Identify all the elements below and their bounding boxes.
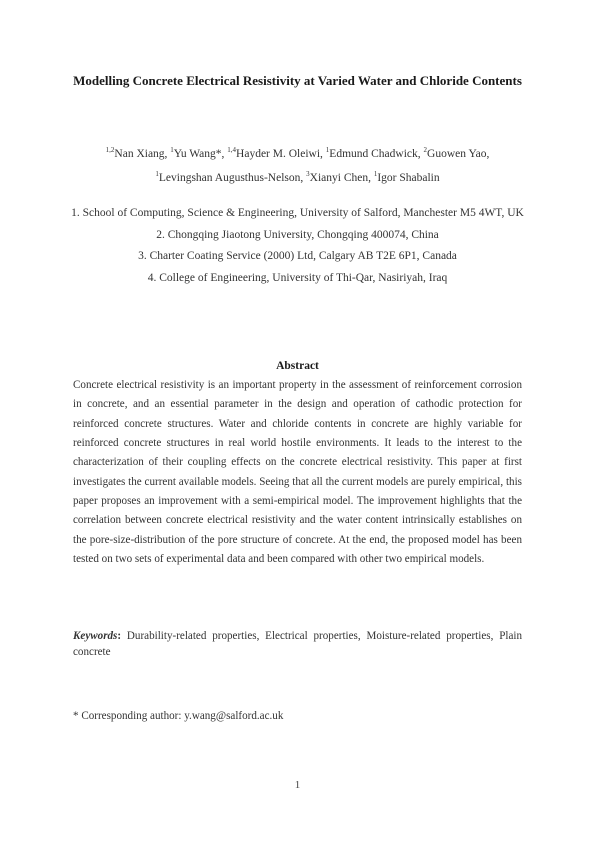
author-list <box>60 140 535 188</box>
affiliation-item: 2. Chongqing Jiaotong University, Chongqing 400074, China <box>156 228 439 241</box>
author-line-2 <box>60 164 535 188</box>
author-name: Hayder M. Oleiwi <box>236 148 321 160</box>
author-name: Igor Shabalin <box>377 172 440 184</box>
author-sep: , <box>300 172 307 184</box>
affiliation-item: 4. College of Engineering, University of Thi-Qar, Nasiriyah, Iraq <box>147 271 448 284</box>
author-sep: , <box>417 148 424 160</box>
author-affil-sup: 3 <box>306 170 310 178</box>
author-affil-sup: 1 <box>170 146 174 154</box>
author-item <box>170 148 227 160</box>
author-name: Xianyi Chen <box>309 172 369 184</box>
author-affil-sup: 2 <box>423 146 428 154</box>
affiliation-item: 3. Charter Coating Service (2000) Ltd, Calgary AB T2E 6P1, Canada <box>138 250 457 262</box>
author-item <box>227 148 326 160</box>
author-item <box>306 172 374 184</box>
affiliation-item: 1. School of Computing, Science & Engineering, University of Salford, Manchester M5 4WT, UK <box>71 207 524 219</box>
author-sep: , <box>486 148 490 160</box>
author-name: Guowen Yao <box>427 148 487 160</box>
abstract-heading: Abstract <box>276 360 319 372</box>
author-affil-sup: 1,4 <box>227 146 237 154</box>
author-line-1 <box>60 140 535 164</box>
page-number: 1 <box>294 779 301 791</box>
author-sep: , <box>368 172 374 184</box>
keywords-block: Keywords: Durability-related properties, Electrical properties, Moisture-related properties, Plain concrete <box>73 630 522 658</box>
author-sep: , <box>221 148 228 160</box>
author-affil-sup: 1 <box>325 146 330 154</box>
keywords-label: Keywords <box>73 630 118 642</box>
author-item <box>155 172 306 184</box>
affiliation-list <box>60 203 535 289</box>
author-name: Levingshan Augusthus-Nelson <box>158 172 301 184</box>
keywords-text: Durability-related properties, Electrical properties, Moisture-related properties, Plain concrete <box>73 630 522 658</box>
author-name: Nan Xiang <box>114 148 165 160</box>
corresponding-author-note: * Corresponding author: y.wang@salford.ac.uk <box>73 710 284 722</box>
paper-title: Modelling Concrete Electrical Resistivity at Varied Water and Chloride Contents <box>73 73 522 88</box>
author-item <box>326 148 424 160</box>
author-sep: , <box>320 148 326 160</box>
author-name: Yu Wang* <box>173 148 222 160</box>
author-item <box>424 148 490 160</box>
author-item <box>106 148 171 160</box>
abstract-body: Concrete electrical resistivity is an important property in the assessment of reinforcement corrosion in concrete, and an essential parameter in the design and operation of cathodic protection for reinforced concrete structures. Water and chloride contents in concrete are highly variable for reinforced concrete structures in real world hostile environments. It leads to the interest to the characterization of their coupling effects on the concrete electrical resistivity. This paper at first investigates the current available models. Seeing that all the current models are purely empirical, this paper proposes an improvement with a semi-empirical model. The improvement highlights that the correlation between concrete electrical resistivity and the water content intrinsically establishes on the pore-size-distribution of the pore structure of concrete. At the end, the proposed model has been tested on two sets of experimental data and been compared with other two empirical models. <box>73 379 522 566</box>
author-affil-sup: 1,2 <box>105 146 115 154</box>
author-item <box>374 172 440 184</box>
author-name: Edmund Chadwick <box>329 148 418 160</box>
author-sep: , <box>164 148 171 160</box>
author-affil-sup: 1 <box>155 170 159 178</box>
author-affil-sup: 1 <box>373 170 378 178</box>
